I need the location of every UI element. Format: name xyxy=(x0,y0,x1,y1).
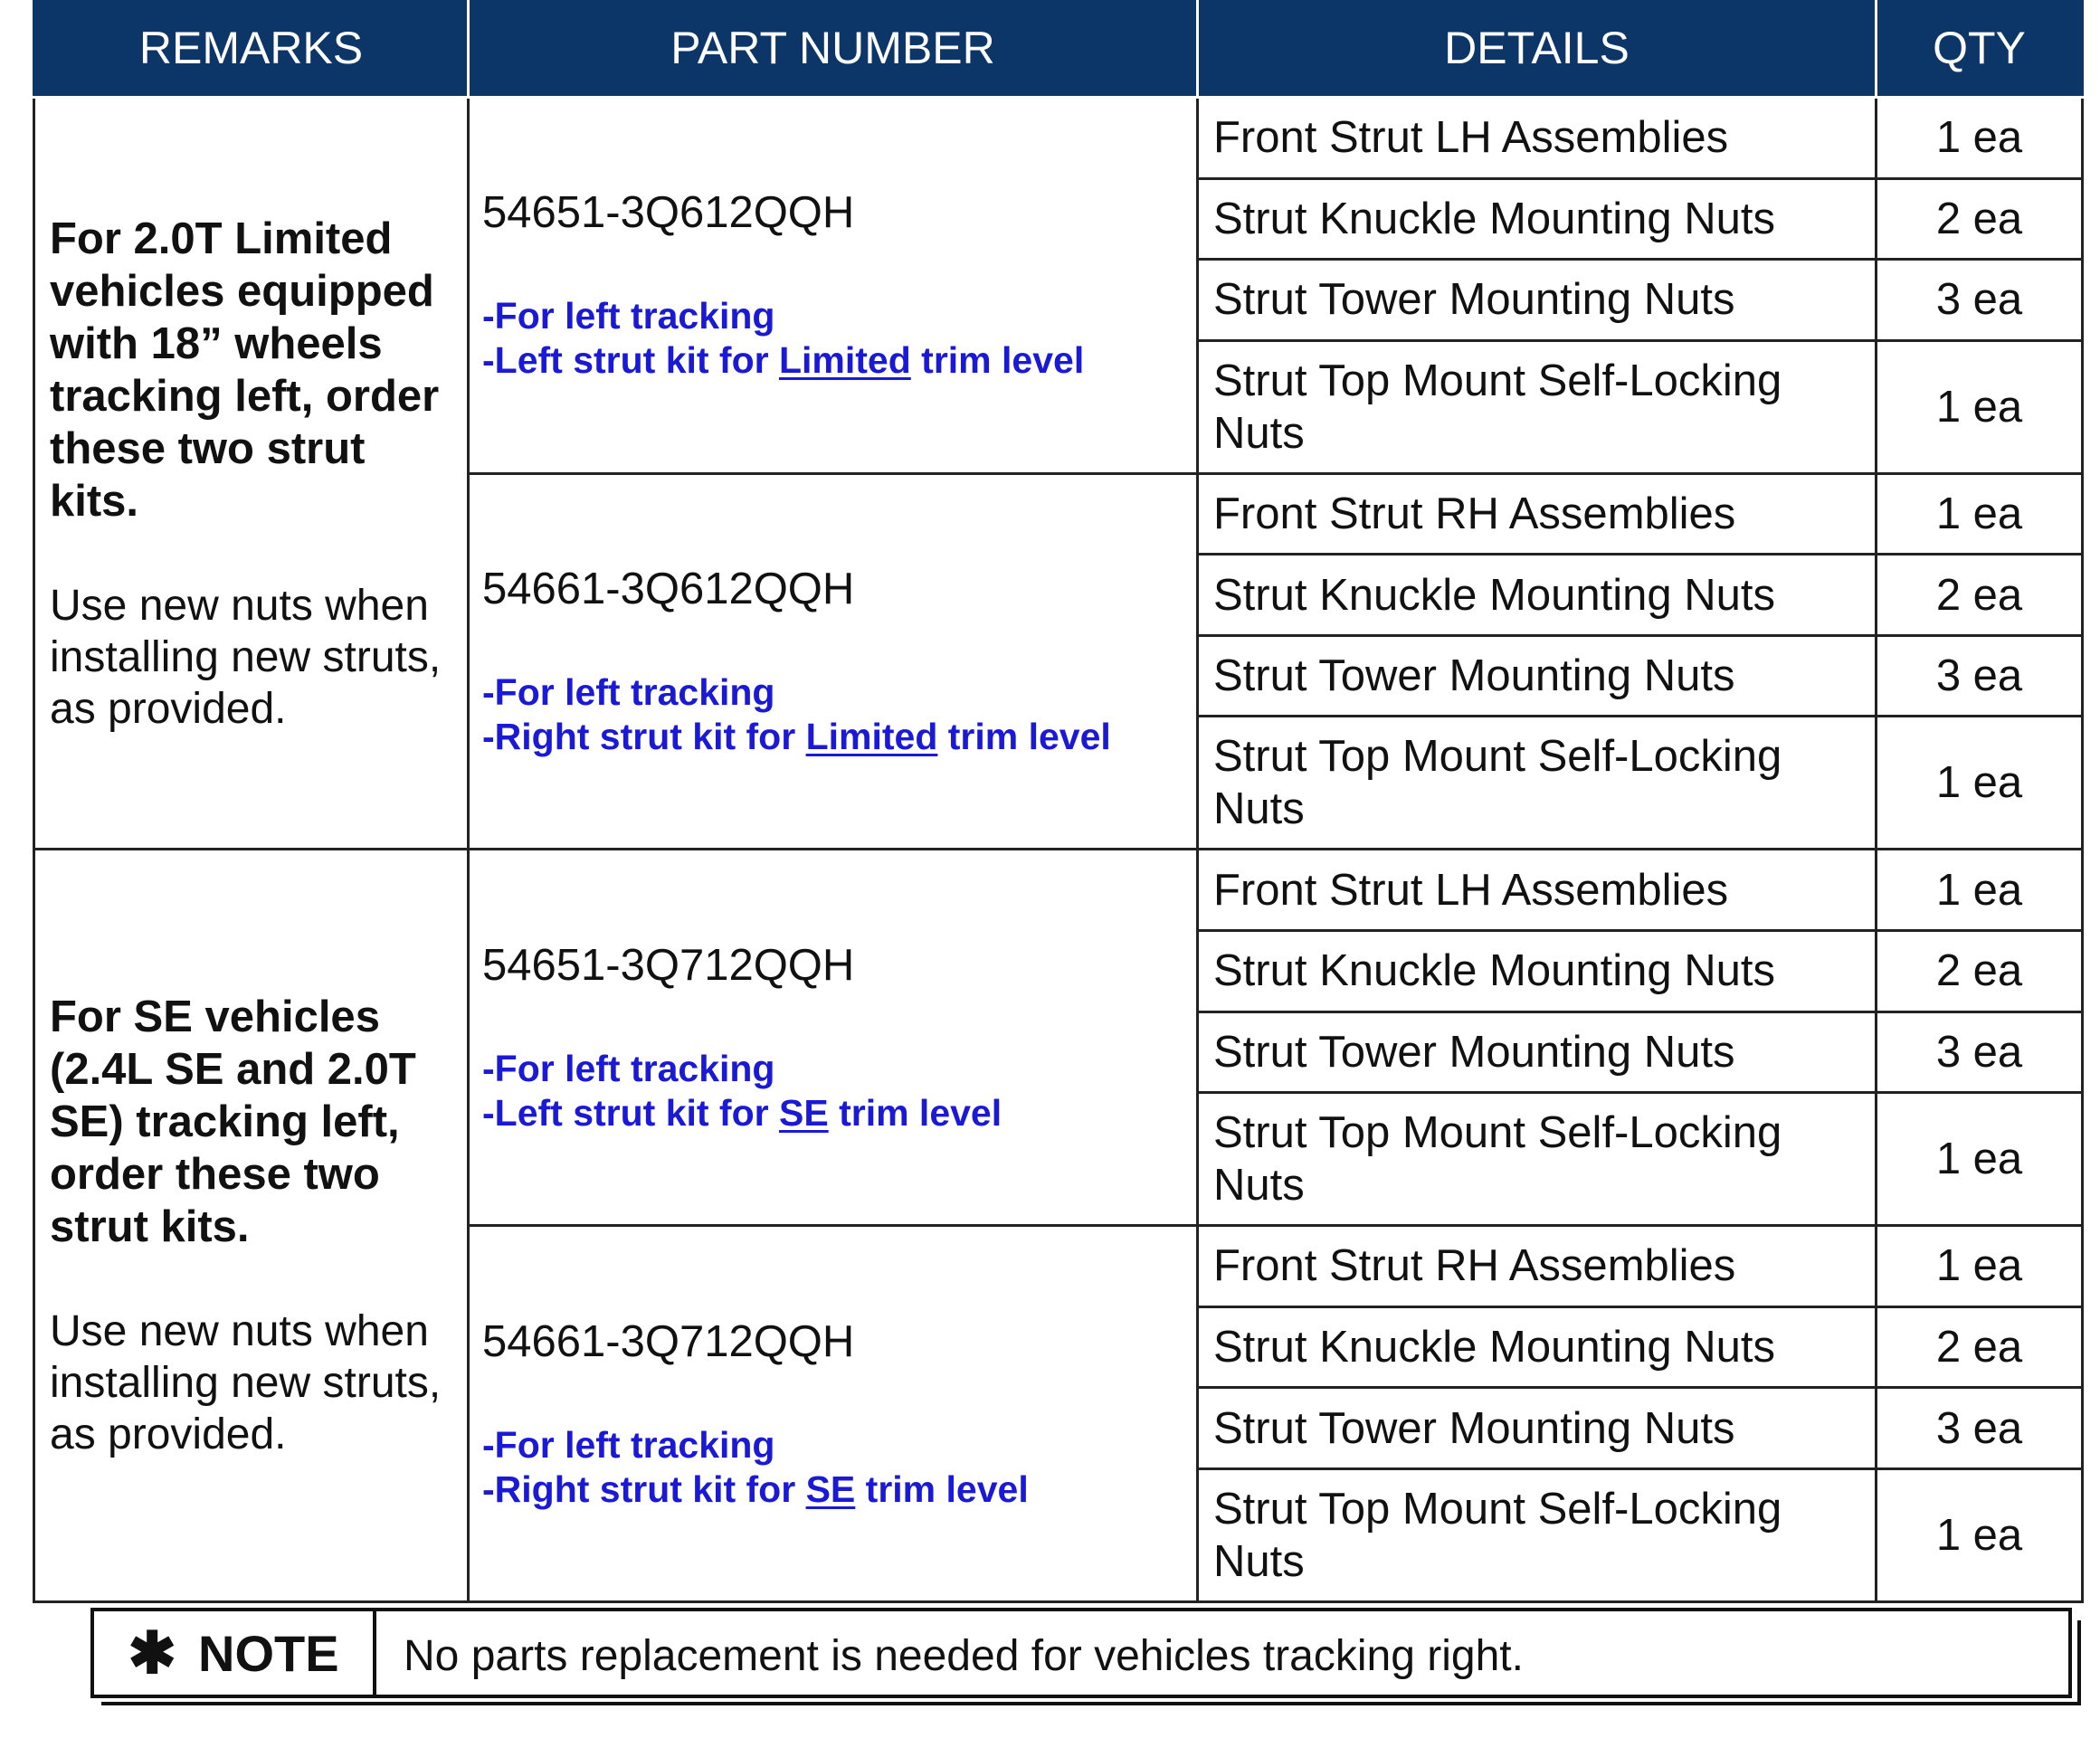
part-number-cell xyxy=(469,473,1198,850)
part-number-cell xyxy=(469,850,1198,1226)
part-note-trim: SE xyxy=(778,1091,829,1134)
parts-table xyxy=(33,0,2084,1603)
note-text: No parts replacement is needed for vehicles tracking right. xyxy=(404,1631,1524,1680)
note-box xyxy=(90,1608,2081,1705)
remark-nuts-note: Use new nuts when installing new struts, as provided. xyxy=(50,581,442,733)
detail-cell: Strut Top Mount Self-Locking Nuts xyxy=(1198,340,1877,473)
part-note-tracking: -For left tracking xyxy=(482,295,775,337)
qty-cell: 2 ea xyxy=(1877,178,2083,260)
qty-cell: 1 ea xyxy=(1877,850,2083,931)
header-part-number: PART NUMBER xyxy=(469,0,1198,98)
part-note-kit-suffix: trim level xyxy=(855,1467,1029,1510)
qty-cell: 3 ea xyxy=(1877,635,2083,717)
remark-instruction: For SE vehicles (2.4L SE and 2.0T SE) tracking left, order these two strut kits. xyxy=(50,992,416,1252)
part-note-kit-suffix: trim level xyxy=(910,339,1085,382)
part-note xyxy=(482,670,1183,759)
part-note xyxy=(482,1047,1183,1135)
part-note-trim: Limited xyxy=(805,716,938,758)
part-note-kit-prefix: -Left strut kit for xyxy=(482,339,779,382)
detail-cell: Strut Tower Mounting Nuts xyxy=(1198,635,1877,717)
qty-cell: 3 ea xyxy=(1877,1011,2083,1093)
part-note xyxy=(482,294,1183,383)
table-row xyxy=(34,850,2083,931)
table-body xyxy=(34,98,2083,1602)
part-note-trim: SE xyxy=(805,1467,856,1510)
remark-nuts-note: Use new nuts when installing new struts, as provided. xyxy=(50,1307,442,1459)
part-number-cell xyxy=(469,98,1198,474)
detail-cell: Strut Top Mount Self-Locking Nuts xyxy=(1198,1093,1877,1226)
remarks-cell xyxy=(34,98,469,850)
header-details: DETAILS xyxy=(1198,0,1877,98)
detail-cell: Front Strut RH Assemblies xyxy=(1198,473,1877,555)
part-note-kit-prefix: -Left strut kit for xyxy=(482,1091,779,1134)
qty-cell: 3 ea xyxy=(1877,260,2083,341)
part-note-tracking: -For left tracking xyxy=(482,1047,775,1089)
part-note-kit xyxy=(482,338,1183,383)
part-note-trim: Limited xyxy=(778,339,911,382)
qty-cell: 1 ea xyxy=(1877,1468,2083,1601)
part-note-tracking: -For left tracking xyxy=(482,1423,775,1466)
part-number: 54661-3Q612QQH xyxy=(482,565,855,614)
part-number: 54651-3Q612QQH xyxy=(482,188,855,238)
header-remarks: REMARKS xyxy=(34,0,469,98)
part-note-kit-prefix: -Right strut kit for xyxy=(482,1467,806,1510)
star-icon: ✱ xyxy=(128,1620,177,1686)
part-note-kit-suffix: trim level xyxy=(828,1091,1002,1134)
detail-cell: Strut Knuckle Mounting Nuts xyxy=(1198,930,1877,1011)
detail-cell: Strut Knuckle Mounting Nuts xyxy=(1198,555,1877,636)
qty-cell: 2 ea xyxy=(1877,930,2083,1011)
qty-cell: 1 ea xyxy=(1877,1226,2083,1307)
detail-cell: Front Strut RH Assemblies xyxy=(1198,1226,1877,1307)
remark-instruction: For 2.0T Limited vehicles equipped with 18” wheels tracking left, order these two strut kits. xyxy=(50,214,440,526)
header-qty: QTY xyxy=(1877,0,2083,98)
qty-cell: 1 ea xyxy=(1877,1093,2083,1226)
part-note-tracking: -For left tracking xyxy=(482,671,775,714)
note-label-cell xyxy=(94,1611,376,1695)
remarks-cell xyxy=(34,850,469,1602)
detail-cell: Front Strut LH Assemblies xyxy=(1198,98,1877,179)
part-note xyxy=(482,1423,1183,1512)
detail-cell: Front Strut LH Assemblies xyxy=(1198,850,1877,931)
detail-cell: Strut Tower Mounting Nuts xyxy=(1198,1011,1877,1093)
detail-cell: Strut Knuckle Mounting Nuts xyxy=(1198,178,1877,260)
header-row xyxy=(34,0,2083,98)
note-label: NOTE xyxy=(198,1624,339,1682)
qty-cell: 1 ea xyxy=(1877,717,2083,850)
qty-cell: 1 ea xyxy=(1877,473,2083,555)
part-note-kit xyxy=(482,715,1183,759)
part-number-cell xyxy=(469,1226,1198,1602)
detail-cell: Strut Tower Mounting Nuts xyxy=(1198,1388,1877,1469)
detail-cell: Strut Tower Mounting Nuts xyxy=(1198,260,1877,341)
part-note-kit xyxy=(482,1091,1183,1135)
qty-cell: 3 ea xyxy=(1877,1388,2083,1469)
part-note-kit xyxy=(482,1467,1183,1512)
detail-cell: Strut Top Mount Self-Locking Nuts xyxy=(1198,1468,1877,1601)
note-box-frame xyxy=(90,1608,2072,1698)
qty-cell: 1 ea xyxy=(1877,98,2083,179)
detail-cell: Strut Knuckle Mounting Nuts xyxy=(1198,1306,1877,1388)
qty-cell: 1 ea xyxy=(1877,340,2083,473)
part-number: 54651-3Q712QQH xyxy=(482,940,855,990)
qty-cell: 2 ea xyxy=(1877,555,2083,636)
part-number: 54661-3Q712QQH xyxy=(482,1316,855,1366)
detail-cell: Strut Top Mount Self-Locking Nuts xyxy=(1198,717,1877,850)
qty-cell: 2 ea xyxy=(1877,1306,2083,1388)
part-note-kit-prefix: -Right strut kit for xyxy=(482,716,806,758)
table-row xyxy=(34,98,2083,179)
part-note-kit-suffix: trim level xyxy=(937,716,1111,758)
